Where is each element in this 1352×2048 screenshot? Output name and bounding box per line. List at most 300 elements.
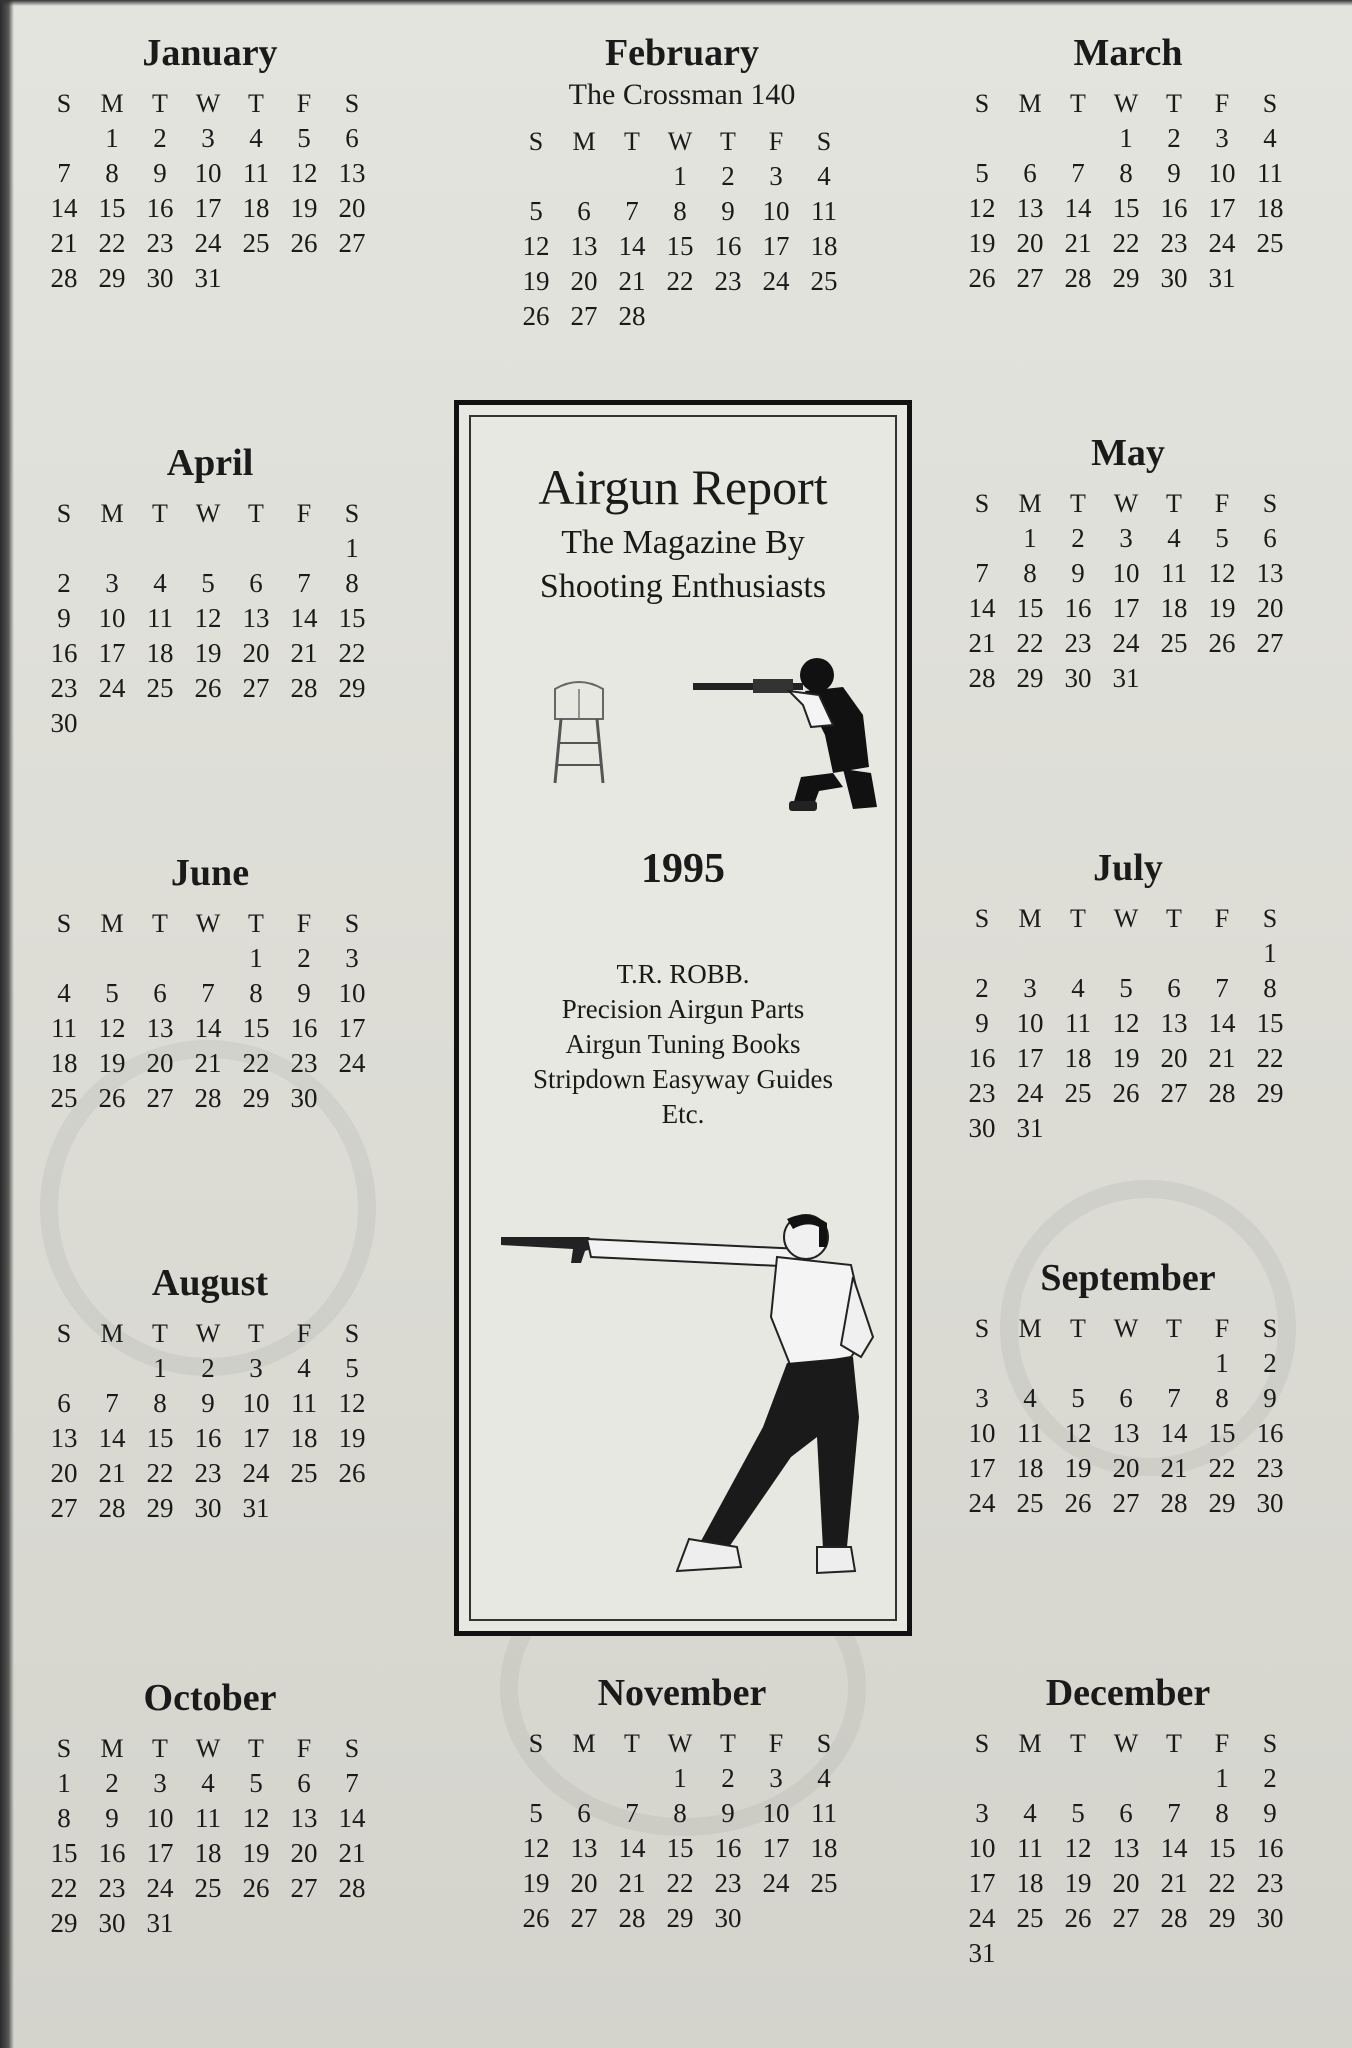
day-cell: 23 bbox=[1064, 628, 1092, 658]
day-cell: 22 bbox=[1016, 628, 1044, 658]
day-cell: 29 bbox=[666, 1903, 694, 1933]
month-name: April bbox=[166, 442, 254, 484]
month-name: November bbox=[597, 1672, 767, 1714]
weekday-header: S bbox=[56, 1319, 72, 1348]
day-cell: 21 bbox=[618, 1868, 646, 1898]
empty-day-cell bbox=[40, 941, 88, 976]
day-cell: 15 bbox=[1016, 593, 1044, 623]
weekday-header: S bbox=[974, 1314, 990, 1343]
month-april bbox=[40, 440, 380, 741]
day-cell: 18 bbox=[1160, 593, 1188, 623]
day-cell: 21 bbox=[1160, 1453, 1188, 1483]
day-cell: 24 bbox=[146, 1873, 174, 1903]
day-cell: 11 bbox=[1257, 158, 1283, 188]
day-cell: 28 bbox=[290, 673, 318, 703]
weekday-header: F bbox=[296, 1734, 312, 1763]
advert-year: 1995 bbox=[641, 846, 725, 892]
weekday-header: F bbox=[1214, 89, 1230, 118]
day-cell: 12 bbox=[194, 603, 222, 633]
day-cell: 28 bbox=[98, 1493, 126, 1523]
day-cell: 20 bbox=[570, 266, 598, 296]
empty-day-cell bbox=[1054, 1761, 1102, 1796]
weekday-header: T bbox=[1070, 89, 1086, 118]
empty-day-cell bbox=[512, 159, 560, 194]
day-cell: 2 bbox=[201, 1353, 215, 1383]
month-day-grid bbox=[40, 496, 380, 741]
day-cell: 1 bbox=[105, 123, 119, 153]
day-cell: 3 bbox=[105, 568, 119, 598]
empty-day-cell bbox=[512, 1761, 560, 1796]
weekday-header: S bbox=[56, 89, 72, 118]
day-cell: 6 bbox=[1263, 523, 1277, 553]
day-cell: 19 bbox=[1208, 593, 1236, 623]
day-cell: 22 bbox=[146, 1458, 174, 1488]
empty-day-cell bbox=[1054, 1346, 1102, 1381]
day-cell: 19 bbox=[338, 1423, 366, 1453]
weekday-header: T bbox=[152, 909, 168, 938]
day-cell: 14 bbox=[618, 231, 646, 261]
day-cell: 25 bbox=[290, 1458, 318, 1488]
day-cell: 1 bbox=[1215, 1348, 1229, 1378]
weekday-header: T bbox=[720, 127, 736, 156]
day-cell: 1 bbox=[1023, 523, 1037, 553]
weekday-header: S bbox=[56, 1734, 72, 1763]
day-cell: 20 bbox=[50, 1458, 78, 1488]
weekday-header: W bbox=[1113, 1314, 1139, 1343]
day-cell: 14 bbox=[50, 193, 78, 223]
day-cell: 13 bbox=[146, 1013, 174, 1043]
day-cell: 31 bbox=[194, 263, 222, 293]
day-cell: 29 bbox=[1016, 663, 1044, 693]
day-cell: 21 bbox=[290, 638, 318, 668]
day-cell: 9 bbox=[1263, 1383, 1277, 1413]
page-top-edge-shadow bbox=[0, 0, 1352, 6]
day-cell: 26 bbox=[1064, 1488, 1092, 1518]
day-cell: 9 bbox=[105, 1803, 119, 1833]
day-cell: 15 bbox=[1112, 193, 1140, 223]
advert-inner-border bbox=[469, 415, 897, 1621]
day-cell: 2 bbox=[57, 568, 71, 598]
weekday-header: S bbox=[344, 1734, 360, 1763]
empty-day-cell bbox=[280, 531, 328, 566]
day-cell: 2 bbox=[297, 943, 311, 973]
day-cell: 20 bbox=[1112, 1868, 1140, 1898]
month-day-grid bbox=[512, 1726, 852, 1936]
day-cell: 22 bbox=[1256, 1043, 1284, 1073]
day-cell: 28 bbox=[1064, 263, 1092, 293]
empty-day-cell bbox=[40, 121, 88, 156]
empty-day-cell bbox=[1102, 1346, 1150, 1381]
day-cell: 27 bbox=[50, 1493, 78, 1523]
day-cell: 27 bbox=[242, 673, 270, 703]
day-cell: 15 bbox=[98, 193, 126, 223]
day-cell: 2 bbox=[105, 1768, 119, 1798]
weekday-header: F bbox=[296, 1319, 312, 1348]
day-cell: 11 bbox=[147, 603, 173, 633]
weekday-header: S bbox=[816, 127, 832, 156]
month-day-grid bbox=[958, 86, 1298, 296]
day-cell: 17 bbox=[1208, 193, 1236, 223]
day-cell: 21 bbox=[1160, 1868, 1188, 1898]
day-cell: 10 bbox=[194, 158, 222, 188]
weekday-header: M bbox=[100, 1734, 124, 1763]
day-cell: 11 bbox=[243, 158, 269, 188]
empty-day-cell bbox=[958, 521, 1006, 556]
day-cell: 19 bbox=[522, 1868, 550, 1898]
day-cell: 11 bbox=[1017, 1833, 1043, 1863]
day-cell: 30 bbox=[194, 1493, 222, 1523]
day-cell: 5 bbox=[529, 196, 543, 226]
day-cell: 21 bbox=[338, 1838, 366, 1868]
day-cell: 26 bbox=[1112, 1078, 1140, 1108]
weekday-header: S bbox=[344, 909, 360, 938]
day-cell: 29 bbox=[1208, 1488, 1236, 1518]
day-cell: 6 bbox=[577, 196, 591, 226]
day-cell: 26 bbox=[242, 1873, 270, 1903]
day-cell: 6 bbox=[345, 123, 359, 153]
day-cell: 16 bbox=[714, 1833, 742, 1863]
day-cell: 14 bbox=[618, 1833, 646, 1863]
day-cell: 3 bbox=[249, 1353, 263, 1383]
weekday-header: T bbox=[248, 909, 264, 938]
empty-day-cell bbox=[40, 531, 88, 566]
day-cell: 19 bbox=[1064, 1868, 1092, 1898]
day-cell: 16 bbox=[98, 1838, 126, 1868]
day-cell: 19 bbox=[194, 638, 222, 668]
day-cell: 19 bbox=[242, 1838, 270, 1868]
month-day-grid bbox=[958, 901, 1298, 1146]
day-cell: 25 bbox=[1064, 1078, 1092, 1108]
day-cell: 13 bbox=[1112, 1833, 1140, 1863]
advert-subtitle-line-2: Shooting Enthusiasts bbox=[539, 568, 827, 605]
empty-day-cell bbox=[1006, 1761, 1054, 1796]
day-cell: 7 bbox=[345, 1768, 359, 1798]
day-cell: 6 bbox=[249, 568, 263, 598]
weekday-header: W bbox=[195, 1319, 221, 1348]
day-cell: 29 bbox=[98, 263, 126, 293]
weekday-header: M bbox=[1018, 1729, 1042, 1758]
weekday-header: T bbox=[1166, 489, 1182, 518]
day-cell: 11 bbox=[811, 196, 837, 226]
day-cell: 7 bbox=[1167, 1383, 1181, 1413]
day-cell: 23 bbox=[290, 1048, 318, 1078]
day-cell: 27 bbox=[146, 1083, 174, 1113]
empty-day-cell bbox=[560, 159, 608, 194]
day-cell: 15 bbox=[50, 1838, 78, 1868]
day-cell: 15 bbox=[338, 603, 366, 633]
month-name: March bbox=[1073, 32, 1183, 74]
day-cell: 4 bbox=[817, 1763, 831, 1793]
day-cell: 29 bbox=[1112, 263, 1140, 293]
day-cell: 6 bbox=[153, 978, 167, 1008]
day-cell: 12 bbox=[1064, 1833, 1092, 1863]
empty-day-cell bbox=[40, 1351, 88, 1386]
day-cell: 18 bbox=[810, 1833, 838, 1863]
day-cell: 25 bbox=[194, 1873, 222, 1903]
weekday-header: W bbox=[195, 1734, 221, 1763]
weekday-header: W bbox=[1113, 1729, 1139, 1758]
month-name: September bbox=[1040, 1257, 1216, 1299]
day-cell: 25 bbox=[146, 673, 174, 703]
empty-day-cell bbox=[1054, 936, 1102, 971]
weekday-header: M bbox=[1018, 1314, 1042, 1343]
day-cell: 12 bbox=[1112, 1008, 1140, 1038]
day-cell: 28 bbox=[968, 663, 996, 693]
weekday-header: M bbox=[1018, 89, 1042, 118]
empty-day-cell bbox=[184, 531, 232, 566]
day-cell: 10 bbox=[1016, 1008, 1044, 1038]
day-cell: 13 bbox=[1160, 1008, 1188, 1038]
day-cell: 28 bbox=[1160, 1903, 1188, 1933]
day-cell: 30 bbox=[968, 1113, 996, 1143]
day-cell: 13 bbox=[570, 1833, 598, 1863]
airgun-report-advert bbox=[454, 400, 912, 1636]
day-cell: 7 bbox=[625, 1798, 639, 1828]
day-cell: 5 bbox=[975, 158, 989, 188]
day-cell: 5 bbox=[345, 1353, 359, 1383]
day-cell: 3 bbox=[769, 1763, 783, 1793]
day-cell: 1 bbox=[673, 161, 687, 191]
advert-line: Airgun Tuning Books bbox=[565, 1029, 801, 1059]
day-cell: 12 bbox=[338, 1388, 366, 1418]
day-cell: 3 bbox=[153, 1768, 167, 1798]
day-cell: 16 bbox=[968, 1043, 996, 1073]
month-name: February bbox=[604, 32, 760, 74]
day-cell: 18 bbox=[50, 1048, 78, 1078]
empty-day-cell bbox=[1006, 1346, 1054, 1381]
empty-day-cell bbox=[1006, 121, 1054, 156]
empty-day-cell bbox=[1006, 936, 1054, 971]
kneeling-shooter-illustration bbox=[693, 655, 893, 815]
day-cell: 8 bbox=[1119, 158, 1133, 188]
day-cell: 27 bbox=[338, 228, 366, 258]
weekday-header: S bbox=[528, 127, 544, 156]
day-cell: 8 bbox=[673, 1798, 687, 1828]
day-cell: 6 bbox=[577, 1798, 591, 1828]
day-cell: 31 bbox=[242, 1493, 270, 1523]
day-cell: 24 bbox=[968, 1903, 996, 1933]
day-cell: 12 bbox=[290, 158, 318, 188]
day-cell: 17 bbox=[1016, 1043, 1044, 1073]
day-cell: 11 bbox=[1017, 1418, 1043, 1448]
empty-day-cell bbox=[88, 941, 136, 976]
day-cell: 29 bbox=[338, 673, 366, 703]
target-stand-icon bbox=[549, 679, 609, 785]
day-cell: 5 bbox=[1119, 973, 1133, 1003]
day-cell: 4 bbox=[201, 1768, 215, 1798]
weekday-header: F bbox=[296, 499, 312, 528]
weekday-header: T bbox=[720, 1729, 736, 1758]
day-cell: 10 bbox=[762, 1798, 790, 1828]
day-cell: 3 bbox=[345, 943, 359, 973]
day-cell: 3 bbox=[1023, 973, 1037, 1003]
day-cell: 4 bbox=[1023, 1798, 1037, 1828]
day-cell: 4 bbox=[297, 1353, 311, 1383]
weekday-header: M bbox=[1018, 904, 1042, 933]
day-cell: 21 bbox=[968, 628, 996, 658]
weekday-header: S bbox=[344, 1319, 360, 1348]
day-cell: 2 bbox=[1071, 523, 1085, 553]
day-cell: 19 bbox=[968, 228, 996, 258]
day-cell: 7 bbox=[57, 158, 71, 188]
month-day-grid bbox=[512, 124, 852, 334]
day-cell: 26 bbox=[194, 673, 222, 703]
day-cell: 2 bbox=[975, 973, 989, 1003]
empty-day-cell bbox=[958, 1761, 1006, 1796]
day-cell: 22 bbox=[1208, 1453, 1236, 1483]
month-subtitle: The Crossman 140 bbox=[568, 78, 796, 111]
empty-day-cell bbox=[1150, 936, 1198, 971]
weekday-header: M bbox=[1018, 489, 1042, 518]
weekday-header: T bbox=[152, 499, 168, 528]
day-cell: 14 bbox=[1064, 193, 1092, 223]
day-cell: 9 bbox=[1167, 158, 1181, 188]
weekday-header: T bbox=[624, 127, 640, 156]
day-cell: 7 bbox=[105, 1388, 119, 1418]
weekday-header: T bbox=[1070, 1729, 1086, 1758]
empty-day-cell bbox=[1054, 121, 1102, 156]
empty-day-cell bbox=[608, 1761, 656, 1796]
month-december bbox=[958, 1670, 1298, 1971]
day-cell: 9 bbox=[297, 978, 311, 1008]
month-day-grid bbox=[40, 86, 380, 296]
day-cell: 24 bbox=[242, 1458, 270, 1488]
day-cell: 30 bbox=[714, 1903, 742, 1933]
day-cell: 2 bbox=[1263, 1763, 1277, 1793]
day-cell: 12 bbox=[522, 231, 550, 261]
day-cell: 20 bbox=[290, 1838, 318, 1868]
day-cell: 15 bbox=[1256, 1008, 1284, 1038]
day-cell: 4 bbox=[249, 123, 263, 153]
weekday-header: M bbox=[572, 1729, 596, 1758]
weekday-header: S bbox=[974, 89, 990, 118]
advert-subtitle-line-1: The Magazine By bbox=[561, 524, 805, 561]
day-cell: 24 bbox=[1112, 628, 1140, 658]
month-day-grid bbox=[958, 486, 1298, 696]
day-cell: 13 bbox=[338, 158, 366, 188]
day-cell: 19 bbox=[1112, 1043, 1140, 1073]
day-cell: 24 bbox=[762, 266, 790, 296]
advert-line: Etc. bbox=[661, 1099, 705, 1129]
day-cell: 14 bbox=[98, 1423, 126, 1453]
month-july bbox=[958, 845, 1298, 1146]
pistol-shooter-illustration bbox=[501, 1217, 881, 1627]
weekday-header: S bbox=[56, 909, 72, 938]
day-cell: 30 bbox=[290, 1083, 318, 1113]
day-cell: 6 bbox=[1119, 1798, 1133, 1828]
day-cell: 17 bbox=[146, 1838, 174, 1868]
weekday-header: T bbox=[152, 1734, 168, 1763]
day-cell: 28 bbox=[1160, 1488, 1188, 1518]
weekday-header: F bbox=[1214, 1314, 1230, 1343]
day-cell: 25 bbox=[810, 266, 838, 296]
day-cell: 21 bbox=[194, 1048, 222, 1078]
day-cell: 13 bbox=[50, 1423, 78, 1453]
day-cell: 12 bbox=[242, 1803, 270, 1833]
day-cell: 29 bbox=[50, 1908, 78, 1938]
day-cell: 28 bbox=[618, 1903, 646, 1933]
day-cell: 14 bbox=[968, 593, 996, 623]
day-cell: 25 bbox=[1016, 1488, 1044, 1518]
day-cell: 2 bbox=[721, 161, 735, 191]
day-cell: 12 bbox=[968, 193, 996, 223]
day-cell: 20 bbox=[242, 638, 270, 668]
day-cell: 1 bbox=[153, 1353, 167, 1383]
day-cell: 2 bbox=[1167, 123, 1181, 153]
day-cell: 1 bbox=[673, 1763, 687, 1793]
month-june bbox=[40, 850, 380, 1116]
day-cell: 26 bbox=[290, 228, 318, 258]
day-cell: 25 bbox=[50, 1083, 78, 1113]
day-cell: 30 bbox=[1256, 1488, 1284, 1518]
day-cell: 24 bbox=[194, 228, 222, 258]
month-name: July bbox=[1093, 847, 1163, 889]
day-cell: 1 bbox=[345, 533, 359, 563]
day-cell: 3 bbox=[1119, 523, 1133, 553]
day-cell: 16 bbox=[290, 1013, 318, 1043]
day-cell: 18 bbox=[242, 193, 270, 223]
day-cell: 4 bbox=[57, 978, 71, 1008]
day-cell: 18 bbox=[1016, 1868, 1044, 1898]
day-cell: 22 bbox=[666, 266, 694, 296]
day-cell: 27 bbox=[570, 301, 598, 331]
day-cell: 28 bbox=[338, 1873, 366, 1903]
weekday-header: F bbox=[296, 89, 312, 118]
day-cell: 13 bbox=[242, 603, 270, 633]
weekday-header: S bbox=[1262, 489, 1278, 518]
weekday-header: S bbox=[344, 89, 360, 118]
day-cell: 23 bbox=[714, 1868, 742, 1898]
day-cell: 9 bbox=[201, 1388, 215, 1418]
day-cell: 27 bbox=[1256, 628, 1284, 658]
day-cell: 26 bbox=[338, 1458, 366, 1488]
day-cell: 3 bbox=[769, 161, 783, 191]
day-cell: 17 bbox=[762, 1833, 790, 1863]
weekday-header: F bbox=[1214, 1729, 1230, 1758]
day-cell: 28 bbox=[1208, 1078, 1236, 1108]
weekday-header: S bbox=[344, 499, 360, 528]
empty-day-cell bbox=[1102, 936, 1150, 971]
month-day-grid bbox=[40, 906, 380, 1116]
weekday-header: S bbox=[974, 904, 990, 933]
day-cell: 31 bbox=[146, 1908, 174, 1938]
day-cell: 15 bbox=[666, 231, 694, 261]
weekday-header: T bbox=[1070, 1314, 1086, 1343]
page-left-edge-shadow bbox=[0, 0, 14, 2048]
day-cell: 20 bbox=[1016, 228, 1044, 258]
day-cell: 3 bbox=[1215, 123, 1229, 153]
weekday-header: T bbox=[1166, 1314, 1182, 1343]
day-cell: 7 bbox=[625, 196, 639, 226]
day-cell: 8 bbox=[57, 1803, 71, 1833]
weekday-header: M bbox=[100, 499, 124, 528]
day-cell: 17 bbox=[762, 231, 790, 261]
month-february bbox=[512, 30, 852, 334]
empty-day-cell bbox=[184, 941, 232, 976]
day-cell: 30 bbox=[1256, 1903, 1284, 1933]
empty-day-cell bbox=[608, 159, 656, 194]
weekday-header: S bbox=[1262, 1729, 1278, 1758]
day-cell: 8 bbox=[1215, 1383, 1229, 1413]
weekday-header: W bbox=[1113, 904, 1139, 933]
empty-day-cell bbox=[958, 936, 1006, 971]
day-cell: 22 bbox=[338, 638, 366, 668]
day-cell: 4 bbox=[1167, 523, 1181, 553]
day-cell: 18 bbox=[1016, 1453, 1044, 1483]
day-cell: 20 bbox=[1112, 1453, 1140, 1483]
day-cell: 26 bbox=[1208, 628, 1236, 658]
day-cell: 30 bbox=[50, 708, 78, 738]
